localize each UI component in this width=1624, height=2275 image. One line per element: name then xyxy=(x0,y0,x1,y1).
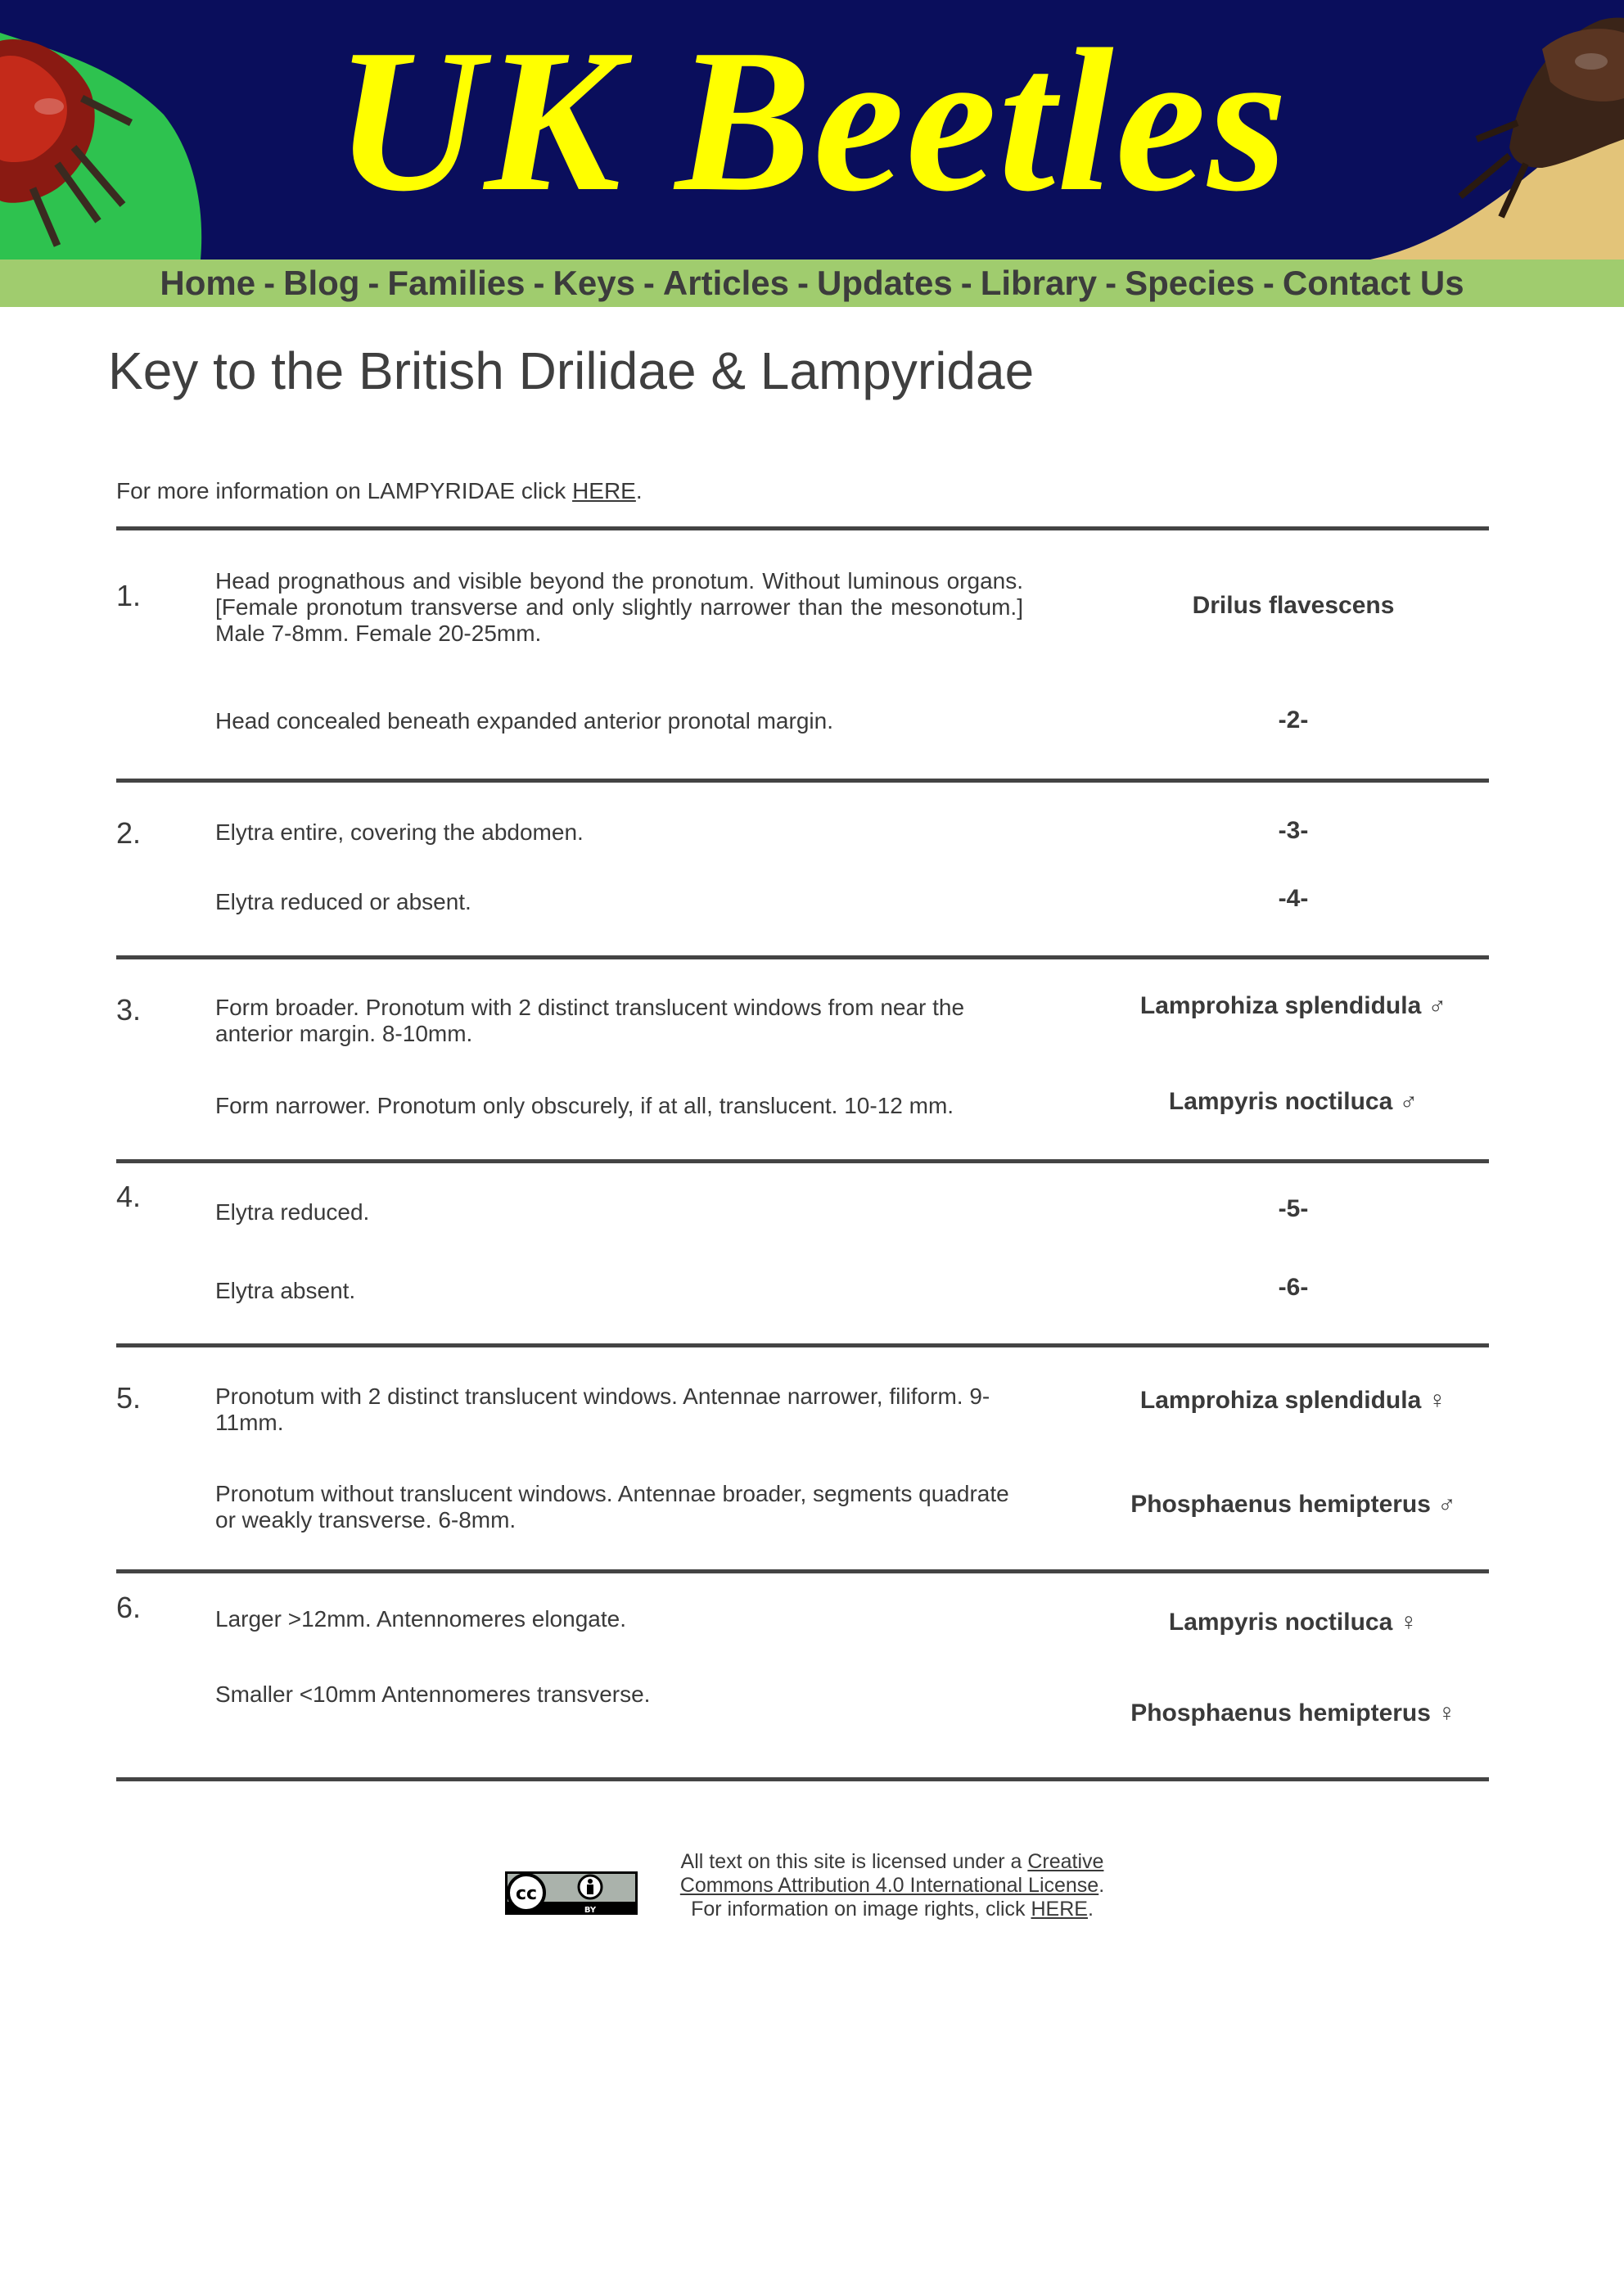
couplet-result[interactable]: -6- xyxy=(1278,1274,1309,1301)
couplet-text: Elytra reduced. xyxy=(215,1199,370,1225)
brown-beetle-image xyxy=(1354,0,1624,260)
couplet-result[interactable]: -3- xyxy=(1278,817,1309,844)
couplet-result[interactable]: Phosphaenus hemipterus ♀ xyxy=(1130,1699,1456,1727)
couplet-number: 4. xyxy=(116,1180,142,1213)
cc-badge-text: cc xyxy=(515,1884,538,1904)
couplet-result[interactable]: Lamprohiza splendidula ♀ xyxy=(1139,1387,1447,1414)
divider xyxy=(116,955,1489,959)
couplet-text: Smaller <10mm Antennomeres transverse. xyxy=(215,1681,651,1707)
intro-text xyxy=(116,475,643,508)
nav-separator: - xyxy=(797,264,809,302)
site-title[interactable]: UK Beetles xyxy=(335,7,1289,234)
nav-contact-us[interactable]: Contact Us xyxy=(1282,264,1464,302)
nav-separator: - xyxy=(960,264,972,302)
couplet-number: 5. xyxy=(116,1381,142,1415)
couplet-result[interactable]: Drilus flavescens xyxy=(1192,592,1395,619)
lampyridae-info-link[interactable]: HERE xyxy=(572,478,636,503)
nav-keys[interactable]: Keys xyxy=(553,264,635,302)
nav-separator: - xyxy=(643,264,655,302)
couplet-text: Elytra entire, covering the abdomen. xyxy=(215,819,584,845)
divider xyxy=(116,526,1489,530)
nav-updates[interactable]: Updates xyxy=(817,264,953,302)
nav-separator: - xyxy=(1105,264,1117,302)
couplet-text: Elytra reduced or absent. xyxy=(215,889,471,914)
image-rights-suffix: . xyxy=(1087,1898,1094,1921)
cc-by-license-icon[interactable] xyxy=(505,1871,638,1915)
nav-home[interactable]: Home xyxy=(160,264,256,302)
couplet-text: Form narrower. Pronotum only obscurely, if at all, translucent. 10-12 mm. xyxy=(215,1093,954,1118)
divider xyxy=(116,1159,1489,1163)
nav-families[interactable]: Families xyxy=(387,264,526,302)
nav-separator: - xyxy=(533,264,545,302)
couplet-result[interactable]: -5- xyxy=(1278,1195,1309,1222)
couplet-number: 3. xyxy=(116,993,142,1027)
license-suffix: . xyxy=(1098,1874,1105,1897)
nav-species[interactable]: Species xyxy=(1125,264,1255,302)
nav-separator: - xyxy=(368,264,380,302)
main-nav xyxy=(0,260,1624,307)
couplet-result[interactable]: -2- xyxy=(1278,706,1309,734)
intro-prefix: For more information on LAMPYRIDAE click xyxy=(116,478,573,503)
couplet-text: Pronotum with 2 distinct translucent windows. Antennae narrower, filiform. 9-11mm. xyxy=(215,1384,990,1435)
couplet-text: Head prognathous and visible beyond the pronotum. Without luminous organs. [Female pronotum transverse and only slightly narrower than the mesonotum.] Male 7-8mm. Female 20-25mm. xyxy=(215,568,1023,646)
license-prefix: All text on this site is licensed under a xyxy=(680,1850,1028,1873)
couplet-text: Elytra absent. xyxy=(215,1278,356,1303)
image-rights-link[interactable]: HERE xyxy=(1031,1898,1088,1921)
nav-blog[interactable]: Blog xyxy=(283,264,360,302)
page-title: Key to the British Drilidae & Lampyridae xyxy=(108,341,1035,400)
couplet-result[interactable]: Phosphaenus hemipterus ♂ xyxy=(1130,1491,1456,1518)
divider xyxy=(116,779,1489,783)
image-rights-prefix: For information on image rights, click xyxy=(691,1898,1031,1921)
couplet-text: Pronotum without translucent windows. Antennae broader, segments quadrate or weakly transverse. 6-8mm. xyxy=(215,1481,1009,1532)
nav-library[interactable]: Library xyxy=(980,264,1098,302)
couplet-result[interactable]: Lampyris noctiluca ♀ xyxy=(1168,1609,1419,1636)
couplet-text: Form broader. Pronotum with 2 distinct translucent windows from near the anterior margin. 8-10mm. xyxy=(215,995,965,1046)
couplet-text: Larger >12mm. Antennomeres elongate. xyxy=(215,1606,626,1632)
couplet-number: 2. xyxy=(116,816,142,850)
intro-suffix: . xyxy=(635,478,643,503)
divider xyxy=(116,1569,1489,1573)
nav-separator: - xyxy=(1262,264,1274,302)
divider xyxy=(116,1777,1489,1781)
divider xyxy=(116,1343,1489,1347)
couplet-number: 1. xyxy=(116,579,142,612)
site-banner xyxy=(0,0,1624,260)
couplet-text: Head concealed beneath expanded anterior pronotal margin. xyxy=(215,708,833,734)
couplet-number: 6. xyxy=(116,1591,142,1624)
nav-separator: - xyxy=(264,264,276,302)
by-badge-text: BY xyxy=(584,1906,597,1915)
couplet-result[interactable]: Lamprohiza splendidula ♂ xyxy=(1139,992,1447,1019)
nav-articles[interactable]: Articles xyxy=(662,264,789,302)
license-notice xyxy=(655,1850,1130,1921)
couplet-result[interactable]: -4- xyxy=(1278,885,1309,912)
couplet-result[interactable]: Lampyris noctiluca ♂ xyxy=(1168,1088,1419,1115)
cc-license-link[interactable]: Creative Commons Attribution 4.0 International License xyxy=(679,1850,1104,1897)
